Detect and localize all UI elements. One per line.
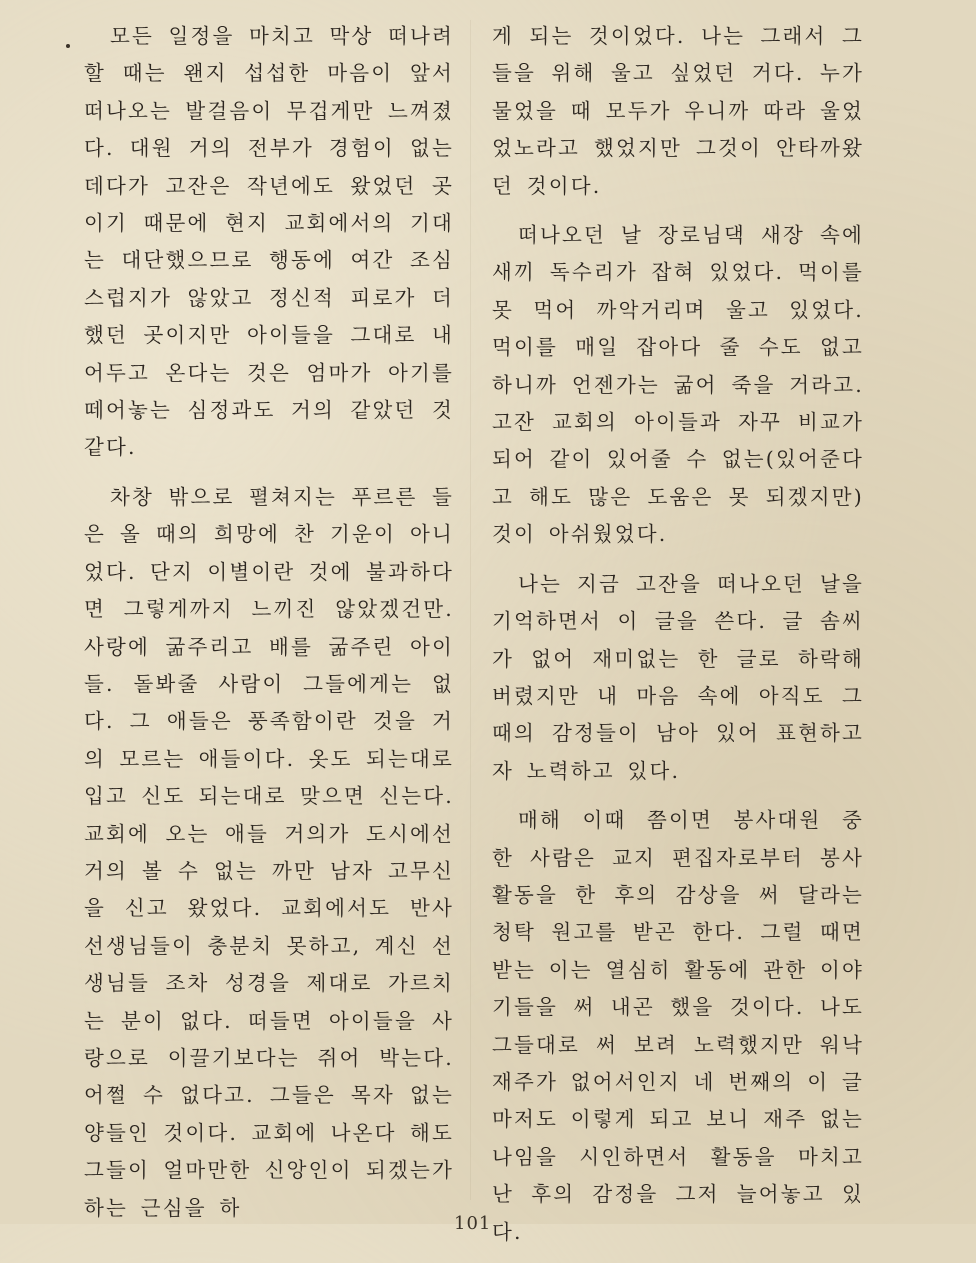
- paragraph: 모든 일정을 마치고 막상 떠나려 할 때는 왠지 섭섭한 마음이 앞서 떠나오는 발걸음이 무겁게만 느껴졌다. 대원 거의 전부가 경험이 없는데다가 고잔은 작년에도 왔었던 곳이기 때문에 현지 교회에서의 기대는 대단했으므로 행동에 여간 조심스럽지가 않았고 정신적 피로가 더했던 곳이지만 아이들을 그대로 내어두고 온다는 것은 엄마가 아기를 떼어놓는 심정과도 거의 같았던 것 같다.: [84, 24, 454, 460]
- paragraph: 떠나오던 날 장로님댁 새장 속에 새끼 독수리가 잡혀 있었다. 먹이를 못 먹어 까악거리며 울고 있었다. 먹이를 매일 잡아다 줄 수도 없고 하니까 언젠가는 굶어 죽을 거라고. 고잔 교회의 아이들과 자꾸 비교가 되어 같이 있어줄 수 없는(있어준다고 해도 많은 도움은 못 되겠지만) 것이 아쉬웠었다.: [492, 223, 864, 547]
- column-gutter: [470, 20, 471, 1200]
- paragraph: 나는 지금 고잔을 떠나오던 날을 기억하면서 이 글을 쓴다. 글 솜씨가 없어 재미없는 한 글로 하락해 버렸지만 내 마음 속에 아직도 그 때의 감정들이 남아 있어 표현하고자 노력하고 있다.: [492, 571, 864, 783]
- paragraph: 매해 이때 쯤이면 봉사대원 중 한 사람은 교지 편집자로부터 봉사활동을 한 후의 감상을 써 달라는 청탁 원고를 받곤 한다. 그럴 때면 받는 이는 열심히 활동에 관한 이야기들을 써 내곤 했을 것이다. 나도 그들대로 써 보려 노력했지만 워낙 재주가 없어서인지 네 번째의 이 글마저도 이렇게 되고 보니 재주 없는 나임을 시인하면서 활동을 마치고 난 후의 감정을 그저 늘어놓고 있다.: [492, 808, 864, 1244]
- paragraph: 게 되는 것이었다. 나는 그래서 그들을 위해 울고 싶었던 거다. 누가 물었을 때 모두가 우니까 따라 울었었노라고 했었지만 그것이 안타까왔던 것이다.: [492, 24, 864, 198]
- ink-speck: [66, 44, 70, 48]
- right-column: [492, 18, 864, 1263]
- left-column: [84, 18, 454, 1239]
- paragraph: 차창 밖으로 펼쳐지는 푸르른 들은 올 때의 희망에 찬 기운이 아니었다. 단지 이별이란 것에 불과하다면 그렇게까지 느끼진 않았겠건만. 사랑에 굶주리고 배를 굶주린 아이들. 돌봐줄 사람이 그들에게는 없다. 그 애들은 풍족함이란 것을 거의 모르는 애들이다. 옷도 되는대로 입고 신도 되는대로 맞으면 신는다. 교회에 오는 애들 거의가 도시에선 거의 볼 수 없는 까만 남자 고무신을 신고 왔었다. 교회에서도 반사 선생님들이 충분치 못하고, 계신 선생님들 조차 성경을 제대로 가르치는 분이 없다. 떠들면 아이들을 사랑으로 이끌기보다는 쥐어 박는다. 어쩔 수 없다고. 그들은 목자 없는 양들인 것이다. 교회에 나온다 해도 그들이 얼마만한 신앙인이 되겠는가 하는 근심을 하: [84, 484, 454, 1220]
- page-number: 101: [454, 1213, 492, 1234]
